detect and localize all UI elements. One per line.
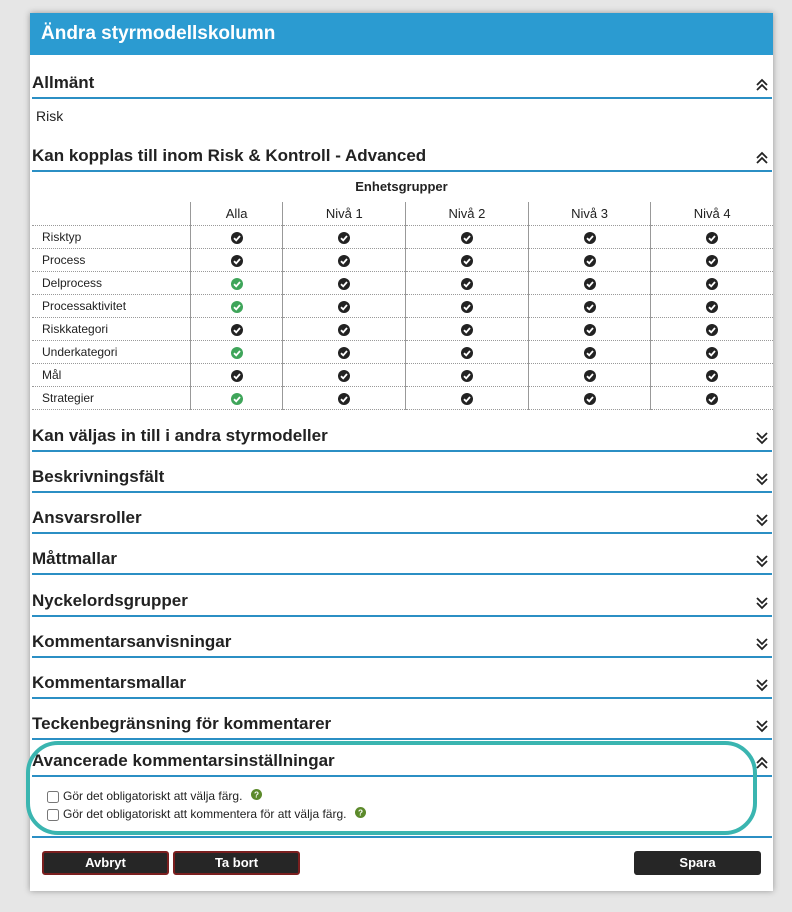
matrix-cell[interactable] <box>528 272 651 295</box>
group-header: Enhetsgrupper <box>355 179 448 194</box>
green-check-icon <box>231 301 243 313</box>
row-label: Strategier <box>32 387 190 410</box>
matrix-cell[interactable] <box>406 364 529 387</box>
dialog-title: Ändra styrmodellskolumn <box>30 13 773 55</box>
check-icon <box>461 278 473 290</box>
chevron-down-icon[interactable] <box>755 431 769 445</box>
section-title: Måttmallar <box>32 549 118 568</box>
chevron-up-icon[interactable] <box>755 756 769 770</box>
svg-text:?: ? <box>254 790 260 800</box>
matrix-cell[interactable] <box>651 295 773 318</box>
cancel-button[interactable]: Avbryt <box>42 851 169 875</box>
section-collapsed[interactable] <box>32 670 772 699</box>
chevron-down-icon[interactable] <box>755 554 769 568</box>
matrix-cell[interactable] <box>283 295 406 318</box>
matrix-cell[interactable] <box>190 249 283 272</box>
option-label: Gör det obligatoriskt att välja färg. <box>63 789 243 803</box>
matrix-row <box>32 318 773 341</box>
check-icon <box>706 232 718 244</box>
help-icon[interactable] <box>355 807 366 818</box>
check-icon <box>584 393 596 405</box>
check-icon <box>338 255 350 267</box>
chevron-down-icon[interactable] <box>755 637 769 651</box>
chevron-down-icon[interactable] <box>755 596 769 610</box>
matrix-cell[interactable] <box>283 364 406 387</box>
check-icon <box>461 255 473 267</box>
section-collapsed[interactable] <box>32 588 772 617</box>
matrix-cell[interactable] <box>651 226 773 249</box>
green-check-icon <box>231 347 243 359</box>
matrix-row <box>32 272 773 295</box>
require-color-checkbox[interactable] <box>47 791 59 803</box>
matrix-row <box>32 295 773 318</box>
matrix-cell[interactable] <box>651 249 773 272</box>
row-label-header <box>32 202 190 226</box>
matrix-cell[interactable] <box>283 272 406 295</box>
check-icon <box>231 255 243 267</box>
matrix-cell[interactable] <box>283 341 406 364</box>
matrix-row <box>32 364 773 387</box>
section-title: Kommentarsanvisningar <box>32 632 232 651</box>
matrix-cell[interactable] <box>190 272 283 295</box>
check-icon <box>706 347 718 359</box>
matrix-cell[interactable] <box>528 226 651 249</box>
matrix-cell[interactable] <box>190 387 283 410</box>
edit-column-dialog <box>30 13 773 891</box>
section-title: Kan väljas in till i andra styrmodeller <box>32 426 328 445</box>
check-icon <box>231 232 243 244</box>
svg-text:?: ? <box>358 808 364 818</box>
check-icon <box>338 393 350 405</box>
section-collapsed[interactable] <box>32 629 772 658</box>
matrix-row <box>32 341 773 364</box>
column-header: Nivå 3 <box>528 202 651 226</box>
section-title: Allmänt <box>32 73 95 92</box>
column-header: Nivå 1 <box>283 202 406 226</box>
matrix-cell[interactable] <box>190 364 283 387</box>
check-icon <box>584 347 596 359</box>
matrix-cell[interactable] <box>406 272 529 295</box>
section-collapsed[interactable] <box>32 546 772 575</box>
matrix-cell[interactable] <box>651 364 773 387</box>
matrix-cell[interactable] <box>528 364 651 387</box>
matrix-cell[interactable] <box>406 226 529 249</box>
check-icon <box>706 370 718 382</box>
matrix-cell[interactable] <box>651 387 773 410</box>
check-icon <box>584 370 596 382</box>
matrix-cell[interactable] <box>283 226 406 249</box>
column-header: Alla <box>190 202 283 226</box>
row-label: Mål <box>32 364 190 387</box>
check-icon <box>706 393 718 405</box>
section-title: Kommentarsmallar <box>32 673 187 692</box>
check-icon <box>338 278 350 290</box>
check-icon <box>461 347 473 359</box>
row-label: Process <box>32 249 190 272</box>
matrix-cell[interactable] <box>528 341 651 364</box>
check-icon <box>338 347 350 359</box>
matrix-cell[interactable] <box>406 318 529 341</box>
option-require-color <box>47 789 262 803</box>
matrix-cell[interactable] <box>528 318 651 341</box>
row-label: Riskkategori <box>32 318 190 341</box>
section-divider <box>32 836 772 838</box>
matrix-cell[interactable] <box>283 249 406 272</box>
chevron-down-icon[interactable] <box>755 678 769 692</box>
matrix-cell[interactable] <box>406 387 529 410</box>
check-icon <box>584 301 596 313</box>
check-icon <box>338 324 350 336</box>
matrix-cell[interactable] <box>651 341 773 364</box>
row-label: Risktyp <box>32 226 190 249</box>
require-comment-checkbox[interactable] <box>47 809 59 821</box>
check-icon <box>338 232 350 244</box>
option-require-comment <box>47 807 366 821</box>
chevron-up-icon[interactable] <box>755 151 769 165</box>
check-icon <box>584 278 596 290</box>
section-collapsed[interactable] <box>32 505 772 534</box>
column-header: Nivå 2 <box>406 202 529 226</box>
section-collapsed[interactable] <box>32 711 772 740</box>
section-collapsed[interactable] <box>32 464 772 493</box>
row-label: Underkategori <box>32 341 190 364</box>
matrix-row <box>32 226 773 249</box>
matrix-cell[interactable] <box>528 387 651 410</box>
matrix-row <box>32 387 773 410</box>
matrix-cell[interactable] <box>283 387 406 410</box>
check-icon <box>584 324 596 336</box>
general-value: Risk <box>36 108 64 124</box>
matrix-cell[interactable] <box>406 341 529 364</box>
section-avancerade[interactable] <box>32 748 772 777</box>
chevron-down-icon[interactable] <box>755 719 769 733</box>
section-kan-kopplas[interactable] <box>32 143 772 172</box>
chevron-up-icon[interactable] <box>755 78 769 92</box>
green-check-icon <box>231 393 243 405</box>
check-icon <box>338 301 350 313</box>
section-title: Kan kopplas till inom Risk & Kontroll - Advanced <box>32 146 427 165</box>
matrix-cell[interactable] <box>528 295 651 318</box>
matrix-cell[interactable] <box>528 249 651 272</box>
column-header: Nivå 4 <box>651 202 773 226</box>
matrix-cell[interactable] <box>406 249 529 272</box>
check-icon <box>338 370 350 382</box>
matrix-cell[interactable] <box>283 318 406 341</box>
check-icon <box>461 324 473 336</box>
matrix-cell[interactable] <box>651 272 773 295</box>
section-title: Beskrivningsfält <box>32 467 165 486</box>
delete-button[interactable]: Ta bort <box>173 851 300 875</box>
check-icon <box>706 324 718 336</box>
save-button[interactable]: Spara <box>634 851 761 875</box>
row-label: Delprocess <box>32 272 190 295</box>
matrix-cell[interactable] <box>190 295 283 318</box>
section-title: Teckenbegränsning för kommentarer <box>32 714 332 733</box>
check-icon <box>231 370 243 382</box>
check-icon <box>706 278 718 290</box>
matrix-row <box>32 249 773 272</box>
option-label: Gör det obligatoriskt att kommentera för att välja färg. <box>63 807 347 821</box>
check-icon <box>461 393 473 405</box>
check-icon <box>584 255 596 267</box>
section-allmant[interactable] <box>32 70 772 99</box>
check-icon <box>461 301 473 313</box>
section-title: Avancerade kommentarsinställningar <box>32 751 335 770</box>
check-icon <box>584 232 596 244</box>
matrix-cell[interactable] <box>190 226 283 249</box>
link-matrix <box>32 202 773 410</box>
chevron-down-icon[interactable] <box>755 513 769 527</box>
check-icon <box>461 232 473 244</box>
row-label: Processaktivitet <box>32 295 190 318</box>
check-icon <box>706 301 718 313</box>
section-title: Nyckelordsgrupper <box>32 591 188 610</box>
matrix-cell[interactable] <box>190 318 283 341</box>
section-title: Ansvarsroller <box>32 508 142 527</box>
check-icon <box>706 255 718 267</box>
matrix-cell[interactable] <box>651 318 773 341</box>
section-collapsed[interactable] <box>32 423 772 452</box>
matrix-cell[interactable] <box>190 341 283 364</box>
help-icon[interactable] <box>251 789 262 800</box>
check-icon <box>231 324 243 336</box>
matrix-cell[interactable] <box>406 295 529 318</box>
check-icon <box>461 370 473 382</box>
green-check-icon <box>231 278 243 290</box>
chevron-down-icon[interactable] <box>755 472 769 486</box>
